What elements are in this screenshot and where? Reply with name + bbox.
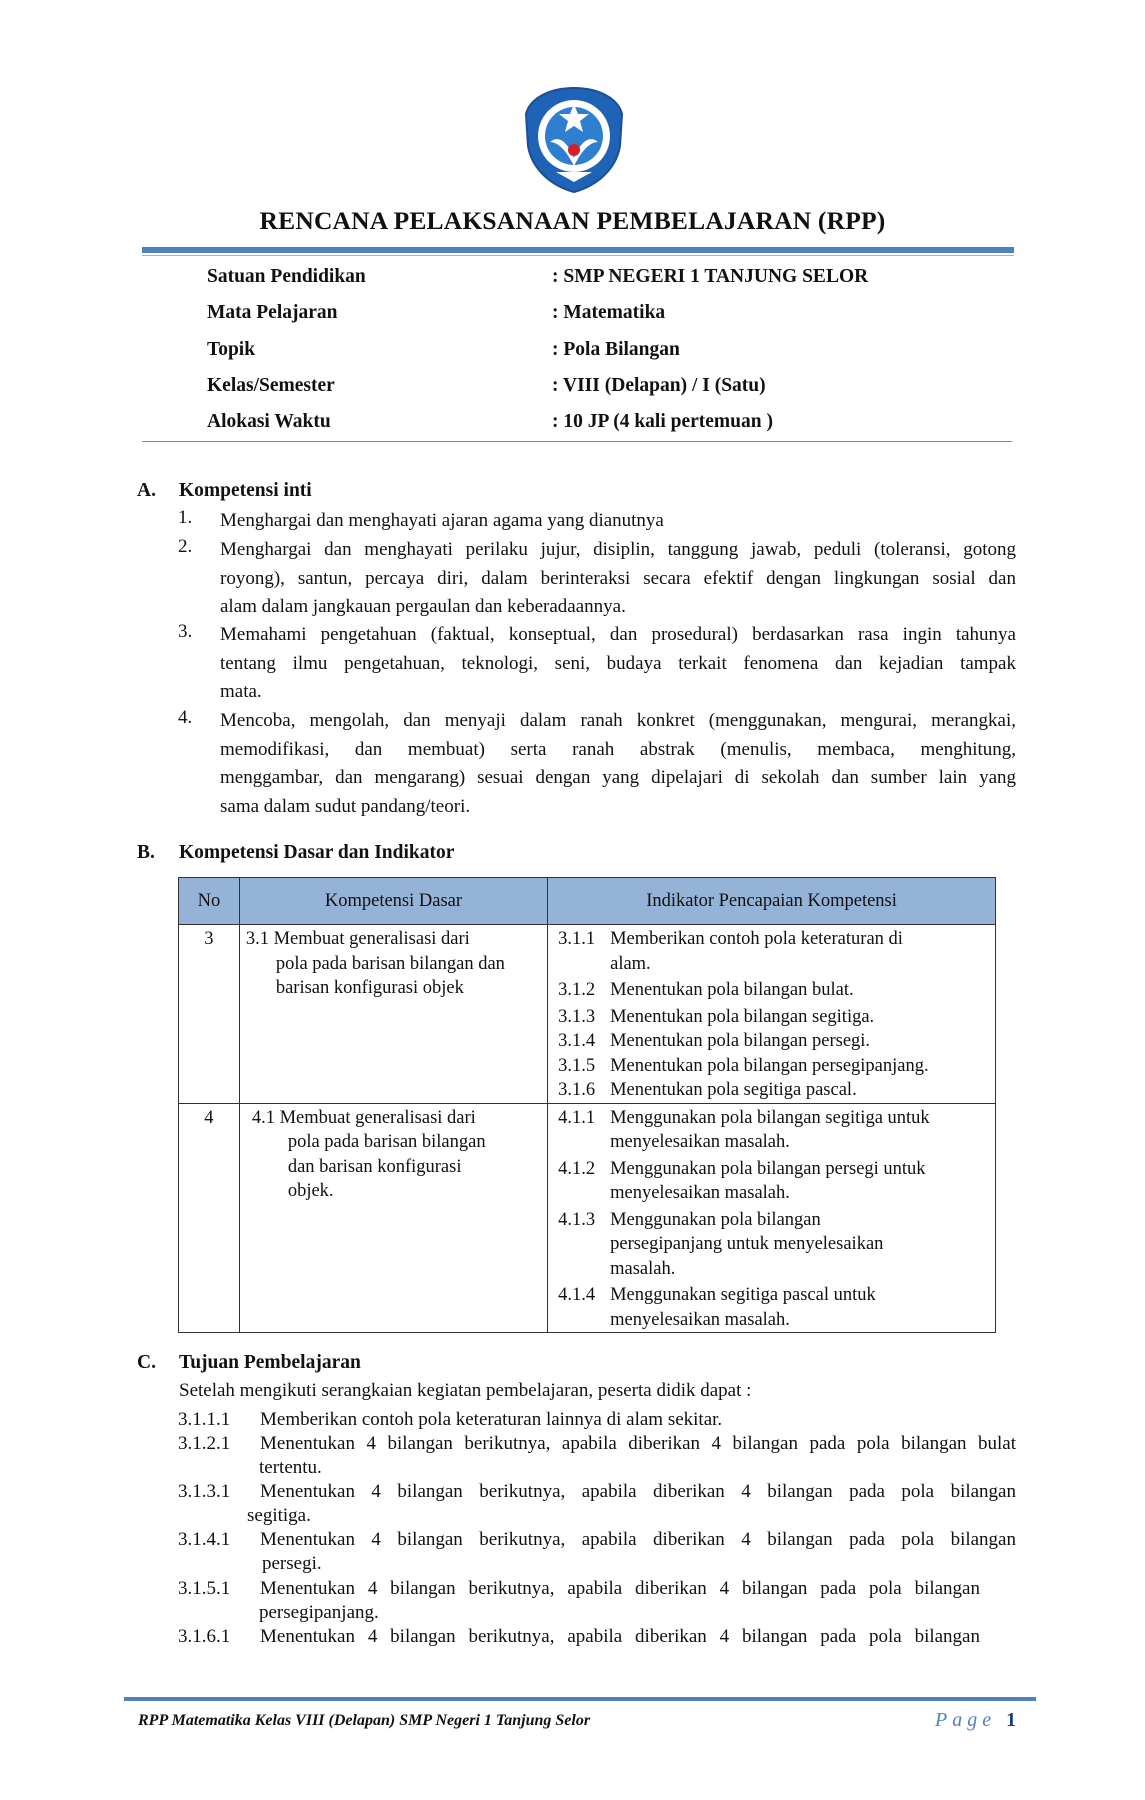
indicator-line: alam.	[610, 953, 651, 974]
competency-item	[220, 536, 1016, 622]
indicator-cell	[548, 925, 996, 1104]
objective-code: 3.1.2.1	[178, 1433, 231, 1454]
table-header-row	[179, 878, 996, 925]
identity-value: : 10 JP (4 kali pertemuan )	[552, 411, 773, 432]
objective-text: Menentukan 4 bilangan berikutnya, apabila diberikan 4 bilangan pada pola bilangan	[260, 1481, 1016, 1502]
objective-code: 3.1.4.1	[178, 1529, 231, 1550]
section-c-letter: C.	[137, 1352, 156, 1373]
page-label: Page	[935, 1709, 997, 1731]
identity-rule	[142, 441, 1012, 442]
indicator-item	[548, 1155, 995, 1206]
kd-text	[240, 925, 547, 1001]
objective-continuation: segitiga.	[247, 1505, 311, 1526]
indicator-text: Menentukan pola bilangan segitiga.	[610, 1006, 875, 1027]
objective-text: Menentukan 4 bilangan berikutnya, apabila diberikan 4 bilangan pada pola bilangan	[260, 1578, 980, 1599]
title-rule	[142, 247, 1014, 253]
title-rule-thin	[142, 255, 1014, 256]
objective-text: Memberikan contoh pola keteraturan lainnya di alam sekitar.	[260, 1409, 723, 1430]
list-number: 1.	[178, 507, 193, 528]
indicator-line: masalah.	[610, 1258, 676, 1279]
indicator-code: 4.1.3	[558, 1209, 596, 1230]
indicator-code: 4.1.2	[558, 1158, 596, 1179]
list-number: 3.	[178, 621, 193, 642]
indicator-code: 3.1.5	[558, 1055, 596, 1076]
section-a-title: Kompetensi inti	[179, 480, 312, 501]
indicator-code: 3.1.2	[558, 980, 596, 1000]
indicator-code: 4.1.4	[558, 1285, 596, 1305]
identity-value: : VIII (Delapan) / I (Satu)	[552, 375, 766, 396]
indicator-text: Menentukan pola bilangan bulat.	[610, 980, 854, 1000]
text-line: royong), santun, percaya diri, dalam berinteraksi secara efektif dengan lingkungan sosial dan	[220, 567, 1016, 589]
indicator-item	[548, 1054, 995, 1079]
kd-heading: 4.1 Membuat generalisasi dari	[251, 1107, 476, 1128]
kd-line: pola pada barisan bilangan dan	[275, 953, 505, 974]
tut-wuri-handayani-logo	[522, 84, 626, 196]
row-number-text: 4	[204, 1107, 214, 1128]
indicator-code: 3.1.1	[558, 929, 596, 949]
column-header-indicator: Indikator Pencapaian Kompetensi	[548, 878, 996, 925]
indicator-code: 3.1.6	[558, 1080, 596, 1100]
identity-label: Alokasi Waktu	[207, 411, 331, 432]
indicator-text: Menggunakan pola bilangan	[610, 1209, 821, 1230]
text-line: alam dalam jangkauan pergaulan dan keberadaannya.	[220, 596, 626, 617]
identity-value: : SMP NEGERI 1 TANJUNG SELOR	[552, 266, 869, 287]
column-header-kd: Kompetensi Dasar	[239, 878, 547, 925]
section-c-intro: Setelah mengikuti serangkaian kegiatan pembelajaran, peserta didik dapat :	[179, 1380, 752, 1401]
indicator-item	[548, 1281, 995, 1332]
objective-continuation: persegi.	[262, 1553, 322, 1574]
indicator-code: 4.1.1	[558, 1107, 596, 1128]
objective-text: Menentukan 4 bilangan berikutnya, apabila diberikan 4 bilangan pada pola bilangan bulat	[260, 1433, 1016, 1454]
row-number	[179, 1103, 240, 1333]
indicator-item	[548, 1003, 995, 1030]
objective-code: 3.1.1.1	[178, 1409, 231, 1430]
indicator-text: Memberikan contoh pola keteraturan di	[610, 929, 903, 949]
text-line: Menghargai dan menghayati ajaran agama yang dianutnya	[220, 510, 664, 531]
kd-line: pola pada barisan bilangan	[287, 1132, 486, 1152]
section-b-title: Kompetensi Dasar dan Indikator	[179, 842, 455, 863]
indicator-text: Menentukan pola bilangan persegipanjang.	[610, 1055, 929, 1076]
objective-code: 3.1.3.1	[178, 1481, 231, 1502]
indicator-code: 3.1.3	[558, 1006, 596, 1027]
indicator-line: menyelesaikan masalah.	[610, 1309, 790, 1330]
text-line: menggambar, dan mengarang) sesuai dengan yang dipelajari di sekolah dan sumber lain yang	[220, 767, 1016, 788]
competency-item	[220, 507, 1016, 536]
indicator-item	[548, 1029, 995, 1054]
text-line: memodifikasi, dan membuat) serta ranah abstrak (menulis, membaca, menghitung,	[220, 738, 1016, 760]
kd-line: dan barisan konfigurasi	[287, 1156, 462, 1177]
identity-label: Mata Pelajaran	[207, 302, 338, 323]
document-title: RENCANA PELAKSANAAN PEMBELAJARAN (RPP)	[259, 206, 886, 235]
competency-item	[220, 621, 1016, 707]
identity-value: : Pola Bilangan	[552, 339, 680, 360]
objective-code: 3.1.5.1	[178, 1578, 231, 1599]
indicator-line: menyelesaikan masalah.	[610, 1183, 790, 1203]
competency-table	[178, 877, 996, 1333]
indicator-text: Menggunakan segitiga pascal untuk	[610, 1285, 876, 1305]
kd-text	[240, 1104, 547, 1204]
text-line: tentang ilmu pengetahuan, teknologi, seni, budaya terkait fenomena dan kejadian tampak	[220, 652, 1016, 674]
identity-label: Topik	[207, 339, 256, 360]
text-line: mata.	[220, 681, 262, 702]
kd-cell	[239, 925, 547, 1104]
indicator-text: Menggunakan pola bilangan persegi untuk	[610, 1158, 926, 1179]
indicator-item	[548, 1104, 995, 1155]
row-number-text: 3	[204, 929, 214, 949]
page-number-value: 1	[1006, 1709, 1017, 1731]
indicator-item	[548, 925, 995, 976]
kd-heading: 3.1 Membuat generalisasi dari	[245, 929, 470, 949]
text-line: Memahami pengetahuan (faktual, konseptual, dan prosedural) berdasarkan rasa ingin tahunya	[220, 624, 1016, 645]
column-header-no: No	[179, 878, 240, 925]
objective-continuation: tertentu.	[259, 1457, 322, 1478]
indicator-item	[548, 1206, 995, 1282]
indicator-text: Menentukan pola segitiga pascal.	[610, 1080, 857, 1100]
identity-label: Kelas/Semester	[207, 375, 335, 396]
list-number: 4.	[178, 707, 193, 728]
text-line: Mencoba, mengolah, dan menyaji dalam ranah konkret (menggunakan, mengurai, merangkai,	[220, 710, 1016, 731]
footer-rule	[124, 1697, 1036, 1701]
section-c-title: Tujuan Pembelajaran	[179, 1352, 361, 1373]
indicator-text: Menentukan pola bilangan persegi.	[610, 1031, 871, 1051]
objective-text: Menentukan 4 bilangan berikutnya, apabila diberikan 4 bilangan pada pola bilangan	[260, 1626, 980, 1647]
text-line: sama dalam sudut pandang/teori.	[220, 795, 471, 817]
footer-text: RPP Matematika Kelas VIII (Delapan) SMP Negeri 1 Tanjung Selor	[138, 1712, 591, 1729]
kd-line: objek.	[287, 1181, 334, 1201]
table-row	[179, 925, 996, 1104]
indicator-text: Menggunakan pola bilangan segitiga untuk	[610, 1107, 930, 1128]
identity-label: Satuan Pendidikan	[207, 266, 366, 287]
competency-item	[220, 707, 1016, 821]
objective-continuation: persegipanjang.	[259, 1602, 379, 1623]
indicator-item	[548, 976, 995, 1003]
list-number: 2.	[178, 536, 193, 557]
indicator-code: 3.1.4	[558, 1031, 596, 1051]
indicator-item	[548, 1078, 995, 1103]
section-b-letter: B.	[137, 842, 155, 863]
identity-value: : Matematika	[552, 302, 666, 323]
page-number	[935, 1709, 1016, 1732]
indicator-line: persegipanjang untuk menyelesaikan	[610, 1234, 884, 1254]
indicator-line: menyelesaikan masalah.	[610, 1132, 790, 1152]
table-row	[179, 1103, 996, 1333]
row-number	[179, 925, 240, 1104]
section-a-letter: A.	[137, 480, 156, 501]
text-line: Menghargai dan menghayati perilaku jujur, disiplin, tanggung jawab, peduli (toleransi, gotong	[220, 539, 1016, 560]
kd-line: barisan konfigurasi objek	[275, 978, 464, 998]
objective-code: 3.1.6.1	[178, 1626, 231, 1647]
kd-cell	[239, 1103, 547, 1333]
objective-text: Menentukan 4 bilangan berikutnya, apabila diberikan 4 bilangan pada pola bilangan	[260, 1529, 1016, 1550]
indicator-cell	[548, 1103, 996, 1333]
